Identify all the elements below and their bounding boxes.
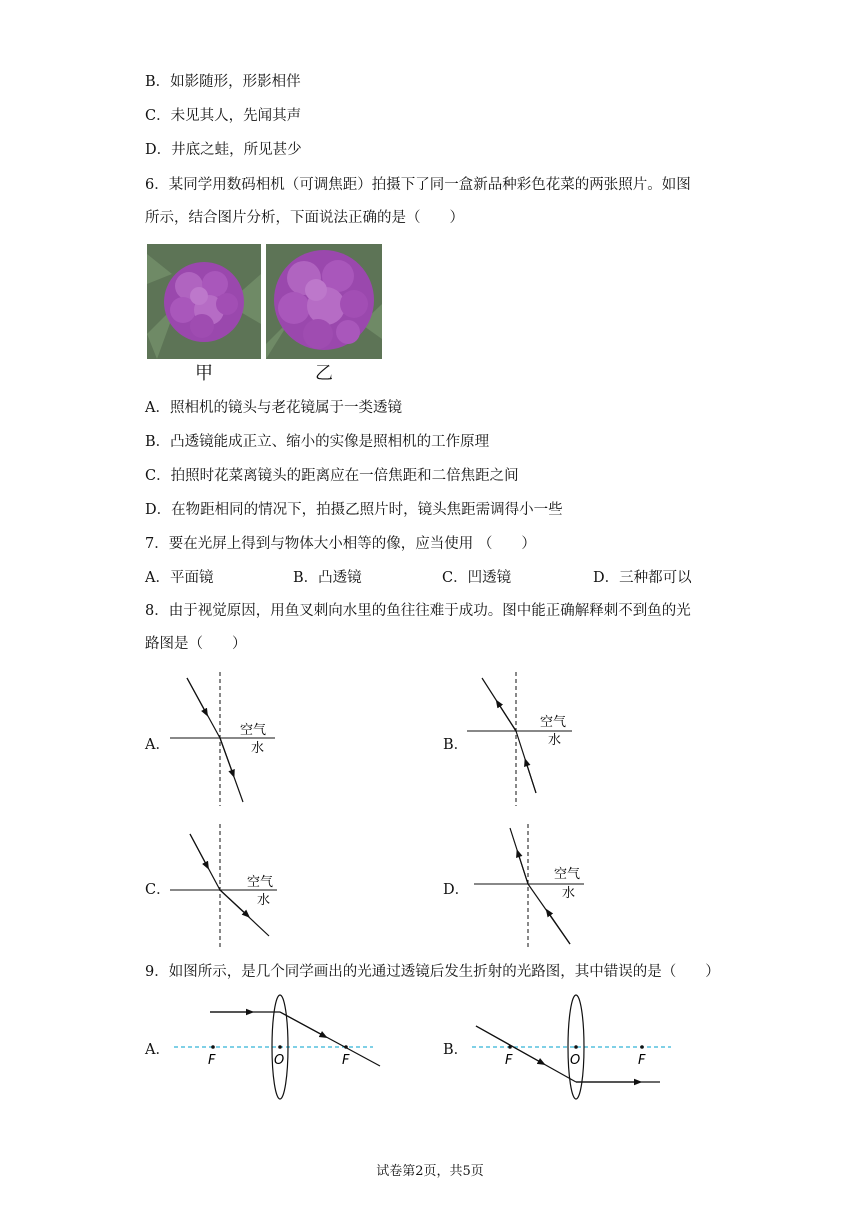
q8d-water-label: 水 <box>562 886 576 901</box>
q8a-water-label: 水 <box>251 741 265 756</box>
q9-label-b: B． <box>443 1042 469 1058</box>
q9b-focus-left: F <box>505 1053 513 1068</box>
q9-diagram-a <box>168 990 383 1102</box>
q8-diagram-d <box>462 820 592 955</box>
q8c-water-label: 水 <box>257 893 271 908</box>
q5-option-b: B．如影随形，形影相伴 <box>145 74 301 90</box>
q8b-air-label: 空气 <box>540 715 567 730</box>
q8-diagram-a <box>165 668 295 810</box>
q7-stem: 7．要在光屏上得到与物体大小相等的像，应当使用 （ ） <box>145 536 536 552</box>
q7-option-c: C．凹透镜 <box>442 570 512 586</box>
q9-label-a: A． <box>145 1042 170 1058</box>
q6-stem-line2: 所示，结合图片分析，下面说法正确的是（ ） <box>145 210 464 226</box>
q9a-center: O <box>274 1053 285 1068</box>
q9b-center: O <box>570 1053 581 1068</box>
photo-jia <box>147 244 261 359</box>
q7-option-b: B．凸透镜 <box>293 570 362 586</box>
q6-option-b: B．凸透镜能成正立、缩小的实像是照相机的工作原理 <box>145 434 490 450</box>
q7-option-a: A．平面镜 <box>145 570 214 586</box>
q6-option-d: D．在物距相同的情况下，拍摄乙照片时，镜头焦距需调得小一些 <box>145 502 563 518</box>
q9a-focus-left: F <box>208 1053 216 1068</box>
q8c-air-label: 空气 <box>247 875 274 890</box>
q6-option-c: C．拍照时花菜离镜头的距离应在一倍焦距和二倍焦距之间 <box>145 468 519 484</box>
q8-diagram-b <box>462 668 592 810</box>
q8-stem-line1: 8．由于视觉原因，用鱼叉刺向水里的鱼往往难于成功。图中能正确解释刺不到鱼的光 <box>145 603 691 619</box>
q6-stem-line1: 6．某同学用数码相机（可调焦距）拍摄下了同一盒新品种彩色花菜的两张照片。如图 <box>145 177 691 193</box>
q9-stem: 9．如图所示，是几个同学画出的光通过透镜后发生折射的光路图，其中错误的是（ ） <box>145 964 720 980</box>
q9b-focus-right: F <box>638 1053 646 1068</box>
q5-option-c: C．未见其人，先闻其声 <box>145 108 302 124</box>
photo-yi <box>266 244 382 359</box>
q8-label-d: D． <box>443 882 470 898</box>
page-footer: 试卷第2页，共5页 <box>376 1164 484 1179</box>
q9-diagram-b <box>466 990 676 1102</box>
q6-option-a: A．照相机的镜头与老花镜属于一类透镜 <box>145 400 402 416</box>
q8-stem-line2: 路图是（ ） <box>145 636 247 652</box>
q8-label-c: C． <box>145 882 171 898</box>
q8-diagram-c <box>165 820 295 955</box>
q6-photos-figure <box>147 244 387 384</box>
q8-label-b: B． <box>443 737 469 753</box>
q8b-water-label: 水 <box>548 733 562 748</box>
photo-label-jia: 甲 <box>195 363 213 384</box>
q9a-focus-right: F <box>342 1053 350 1068</box>
q5-option-d: D．井底之蛙，所见甚少 <box>145 142 302 158</box>
q7-option-d: D．三种都可以 <box>593 570 692 586</box>
q8-label-a: A． <box>145 737 170 753</box>
q8d-air-label: 空气 <box>554 867 581 882</box>
photo-label-yi: 乙 <box>315 363 333 384</box>
q8a-air-label: 空气 <box>240 723 267 738</box>
